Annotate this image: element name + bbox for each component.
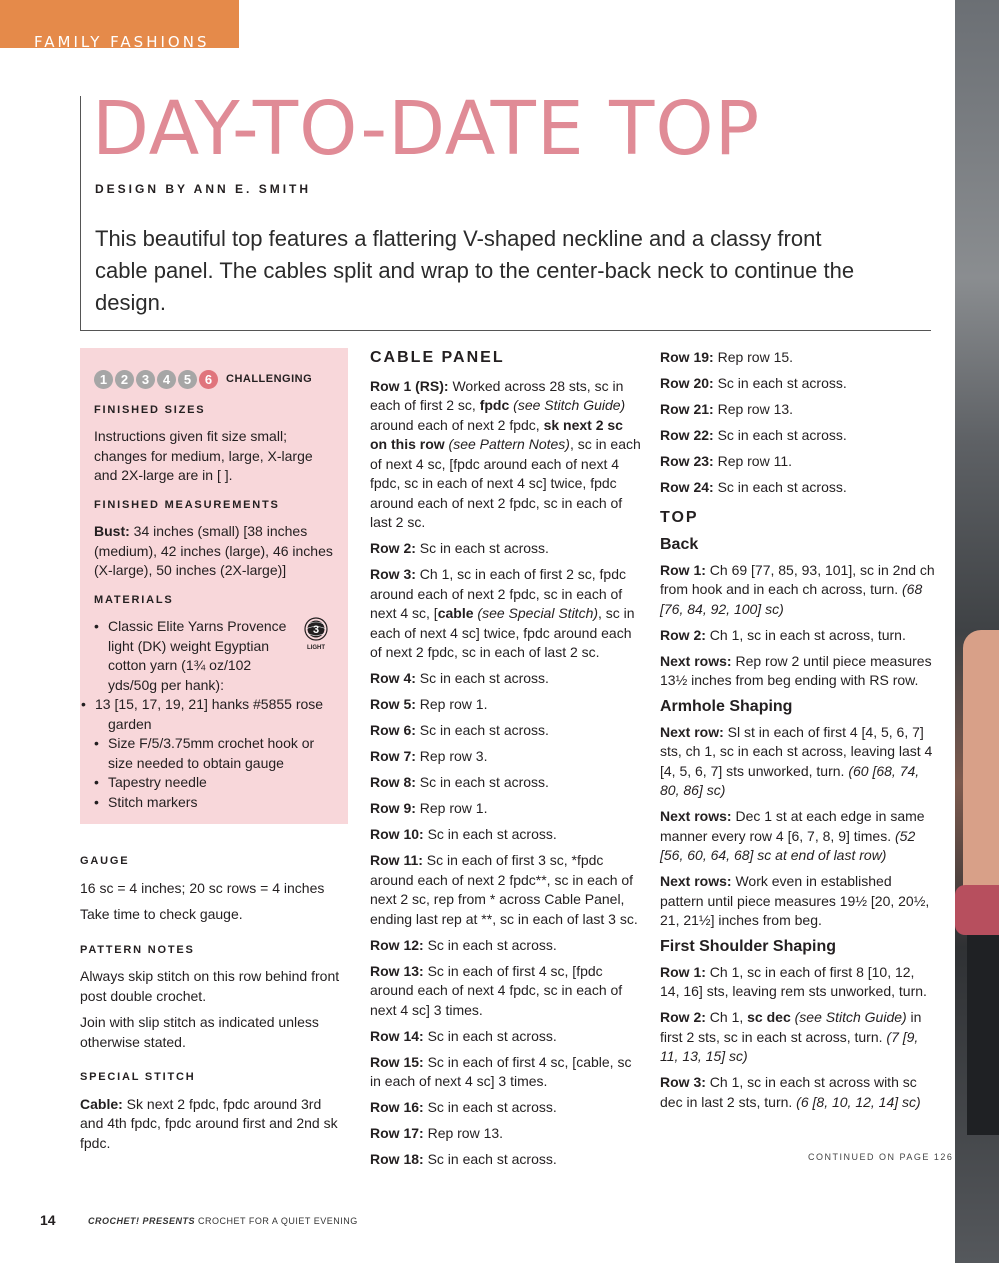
skill-dot-5: 5 [178, 370, 197, 389]
materials-heading: MATERIALS [94, 593, 174, 606]
photo-sleeve [967, 935, 999, 1135]
yarn-weight-label: LIGHT [307, 645, 325, 651]
row-7: Row 7: Rep row 3. [370, 748, 488, 764]
skill-dot-4: 4 [157, 370, 176, 389]
shoulder-row-1: Row 1: Ch 1, sc in each of first 8 [10, 12, 14, 16] sts, leaving rem sts unworked, turn. [660, 963, 927, 999]
info-box [80, 348, 348, 824]
top-heading: TOP [660, 508, 699, 526]
row-1: Row 1 (RS): Worked across 28 sts, sc in each of first 2 sc, fpdc (see Stitch Guide) around each of next 2 fpdc, sk next 2 sc on this row (see Pattern Notes), sc in each of next 4 sc, [fpdc around each of next 4 fpdc, sc in each of next 4 sc] twice, fpdc around each of next 2 fpdc, sc in each of last 2 sc. [370, 377, 641, 530]
skill-label: CHALLENGING [226, 373, 313, 385]
row-15: Row 15: Sc in each of first 4 sc, [cable, sc in each of next 4 sc] 3 times. [370, 1053, 632, 1089]
middle-column [370, 348, 642, 1176]
continued-note: CONTINUED ON PAGE 126 [808, 1152, 954, 1162]
publication-brand: CROCHET! PRESENTS [88, 1216, 196, 1226]
finished-measurements-heading: FINISHED MEASUREMENTS [94, 498, 280, 511]
cable-text: Sk next 2 fpdc, fpdc around 3rd and 4th fpdc, fpdc around first and 2nd sk fpdc. [80, 1095, 338, 1151]
row-9: Row 9: Rep row 1. [370, 800, 488, 816]
row-13: Row 13: Sc in each of first 4 sc, [fpdc around each of next 4 fpdc, sc in each of next 4 sc] 3 times. [370, 962, 623, 1018]
row-2: Row 2: Sc in each st across. [370, 540, 549, 556]
special-stitch-text [80, 1095, 348, 1154]
row-12: Row 12: Sc in each st across. [370, 936, 557, 953]
material-item: • Size F/5/3.75mm crochet hook or size needed to obtain gauge [94, 734, 334, 773]
skill-dot-2: 2 [115, 370, 134, 389]
publication-title: CROCHET FOR A QUIET EVENING [195, 1216, 358, 1226]
row-24: Row 24: Sc in each st across. [660, 479, 847, 495]
finished-measurements-text [94, 522, 334, 581]
row-19: Row 19: Rep row 15. [660, 349, 794, 365]
shoulder-row-2: Row 2: Ch 1, sc dec (see Stitch Guide) in first 2 sts, sc in each st across, turn. (7 [9, 11, 13, 15] sc) [660, 1009, 922, 1064]
intro-text: This beautiful top features a flattering V-shaped neckline and a classy front cable panel. The cables split and wrap to the center-back neck to continue the design. [95, 226, 855, 315]
skill-level [94, 370, 334, 390]
right-column [660, 348, 935, 1119]
row-18: Row 18: Sc in each st across. [370, 1151, 557, 1167]
header-rule-vertical [80, 96, 81, 331]
row-6: Row 6: Sc in each st across. [370, 722, 549, 738]
bust-label: Bust: [94, 523, 130, 539]
skill-dot-1: 1 [94, 370, 113, 389]
material-item: • Stitch markers [94, 793, 334, 813]
material-subitem: • 13 [15, 17, 19, 21] hanks #5855 rose garden [94, 695, 334, 734]
page-title: DAY-TO-DATE TOP [92, 86, 761, 172]
pattern-notes-heading: PATTERN NOTES [80, 943, 195, 956]
back-heading: Back [660, 536, 699, 553]
material-item: • Classic Elite Yarns Provence light (DK) weight Egyptian cotton yarn (1¾ oz/102 yds/50g per hank): [94, 617, 334, 695]
armhole-next-rows: Next rows: Dec 1 st at each edge in same manner every row 4 [6, 7, 8, 9] times. (52 [56, 60, 64, 68] sc at end of last row) [660, 808, 925, 863]
armhole-work-even: Next rows: Work even in established pattern until piece measures 19½ [20, 20½, 21, 21½] inches from beg. [660, 873, 930, 928]
section-tab [0, 0, 239, 51]
row-23: Row 23: Rep row 11. [660, 453, 793, 469]
back-row-1: Row 1: Ch 69 [77, 85, 93, 101], sc in 2nd ch from hook and in each ch across, turn. (68 [76, 84, 92, 100] sc) [660, 561, 935, 617]
armhole-next-row: Next row: Sl st in each of first 4 [4, 5, 6, 7] sts, ch 1, sc in each st across, leaving last 4 [4, 5, 6, 7] sts unworked, turn. (60 [68, 74, 80, 86] sc) [660, 723, 933, 798]
special-stitch-heading: SPECIAL STITCH [80, 1071, 196, 1083]
row-3: Row 3: Ch 1, sc in each of first 2 sc, fpdc around each of next 2 fpdc, sc in each of next 4 sc, [cable (see Special Stitch), sc in each of next 4 sc] twice, fpdc around each of next 2 fpdc, sc in each of last 2 sc. [370, 566, 635, 660]
material-item: • Tapestry needle [94, 773, 334, 793]
yarn-weight-number: 3 [312, 624, 320, 636]
finished-sizes-text: Instructions given fit size small; changes for medium, large, X-large and 2X-large are in [ ]. [94, 428, 313, 483]
model-photo [955, 0, 999, 1263]
row-11: Row 11: Sc in each of first 3 sc, *fpdc around each of next 2 fpdc**, sc in each of next 2 sc, rep from * across Cable Panel, ending last rep at **, sc in each of last 3 sc. [370, 852, 638, 927]
back-row-2: Row 2: Ch 1, sc in each st across, turn. [660, 626, 906, 643]
byline: DESIGN BY ANN E. SMITH [95, 182, 312, 196]
header-rule-horizontal [80, 330, 931, 331]
row-14: Row 14: Sc in each st across. [370, 1027, 557, 1044]
left-column [80, 348, 348, 1160]
photo-cuff [955, 885, 999, 935]
finished-sizes-heading: FINISHED SIZES [94, 403, 206, 416]
row-8: Row 8: Sc in each st across. [370, 774, 549, 790]
bust-text: 34 inches (small) [38 inches (medium), 42 inches (large), 46 inches (X-large), 50 inches (2X-large)] [94, 523, 333, 578]
shoulder-row-3: Row 3: Ch 1, sc in each st across with sc dec in last 2 sts, turn. (6 [8, 10, 12, 14] sc) [660, 1074, 921, 1110]
section-label: FAMILY FASHIONS [34, 33, 210, 51]
pattern-note: Always skip stitch on this row behind front post double crochet. [80, 968, 340, 1004]
skill-dot-6: 6 [199, 370, 218, 389]
cable-panel-heading: CABLE PANEL [370, 349, 505, 366]
row-16: Row 16: Sc in each st across. [370, 1099, 557, 1115]
gauge-line: Take time to check gauge. [80, 906, 243, 922]
page-number: 14 [40, 1212, 56, 1228]
shoulder-heading: First Shoulder Shaping [660, 938, 837, 955]
row-4: Row 4: Sc in each st across. [370, 670, 549, 686]
publication-footer [88, 1216, 358, 1226]
row-20: Row 20: Sc in each st across. [660, 375, 847, 391]
materials-list [94, 617, 334, 812]
row-5: Row 5: Rep row 1. [370, 696, 488, 712]
skill-dot-3: 3 [136, 370, 155, 389]
row-10: Row 10: Sc in each st across. [370, 826, 557, 842]
cable-label: Cable: [80, 1095, 123, 1112]
back-next-rows: Next rows: Rep row 2 until piece measures 13½ inches from beg ending with RS row. [660, 652, 932, 688]
armhole-heading: Armhole Shaping [660, 698, 793, 715]
gauge-line: 16 sc = 4 inches; 20 sc rows = 4 inches [80, 879, 325, 896]
row-22: Row 22: Sc in each st across. [660, 427, 847, 443]
row-17: Row 17: Rep row 13. [370, 1125, 504, 1141]
gauge-heading: GAUGE [80, 855, 130, 867]
pattern-note: Join with slip stitch as indicated unless otherwise stated. [80, 1014, 319, 1050]
row-21: Row 21: Rep row 13. [660, 401, 794, 417]
